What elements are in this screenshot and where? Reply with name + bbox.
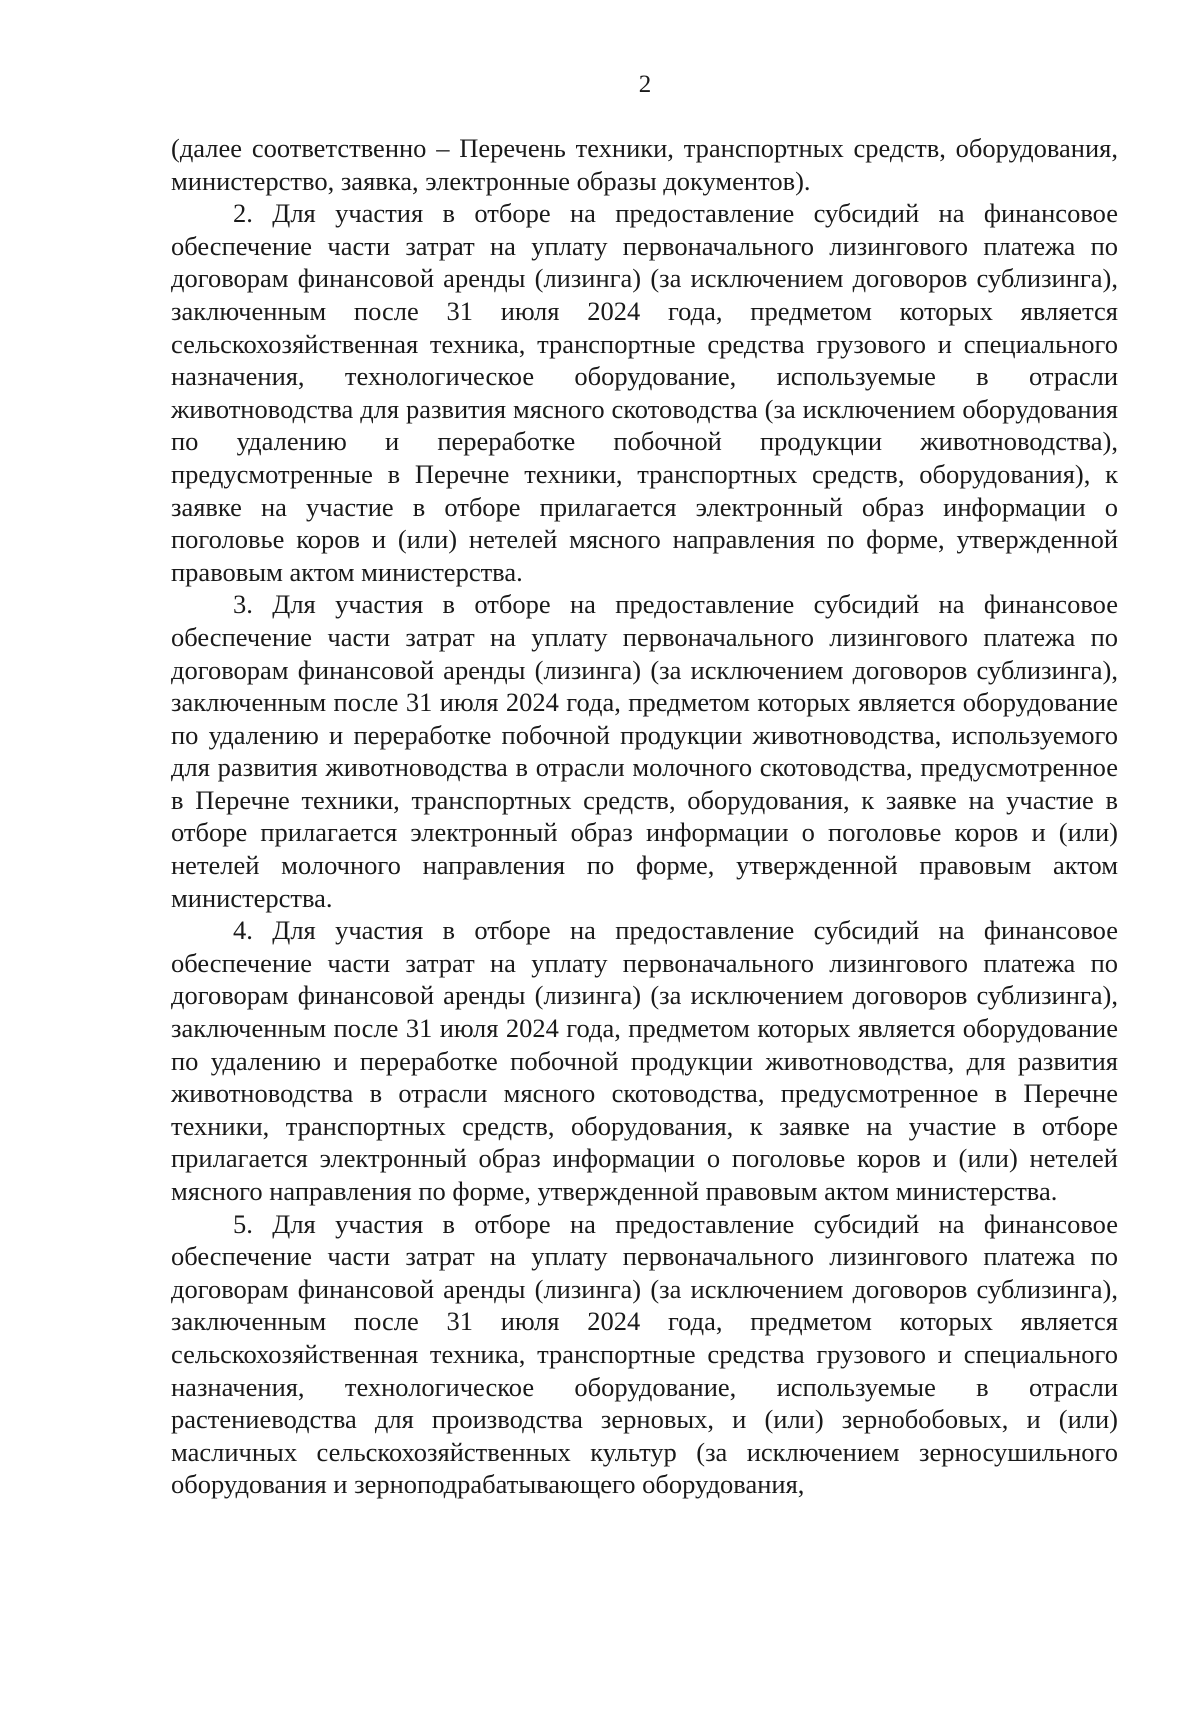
paragraph-item-3: 3. Для участия в отборе на предоставление субсидий на финансовое обеспечение части затрат на уплату первоначального лизингового платежа по договорам финансовой аренды (лизинга) (за исключением договоров сублизинга), заключенным после 31 июля 2024 года, предметом которых является оборудование по удалению и переработке побочной продукции животноводства, используемого для развития животноводства в отрасли молочного скотоводства, предусмотренное в Перечне техники, транспортных средств, оборудования, к заявке на участие в отборе прилагается электронный образ информации о поголовье коров и (или) нетелей молочного направления по форме, утвержденной правовым актом министерства. [171, 589, 1118, 913]
paragraph-item-5: 5. Для участия в отборе на предоставление субсидий на финансовое обеспечение части затрат на уплату первоначального лизингового платежа по договорам финансовой аренды (лизинга) (за исключением договоров сублизинга), заключенным после 31 июля 2024 года, предметом которых является сельскохозяйственная техника, транспортные средства грузового и специального назначения, технологическое оборудование, используемые в отрасли растениеводства для производства зерновых, и (или) зернобобовых, и (или) масличных сельскохозяйственных культур (за исключением зерносушильного оборудования и зерноподрабатывающего оборудования, [171, 1208, 1118, 1500]
paragraph-continuation: (далее соответственно – Перечень техники, транспортных средств, оборудования, министерство, заявка, электронные образы документов). [171, 133, 1118, 196]
document-body [171, 132, 1118, 1501]
paragraph-item-2: 2. Для участия в отборе на предоставление субсидий на финансовое обеспечение части затрат на уплату первоначального лизингового платежа по договорам финансовой аренды (лизинга) (за исключением договоров сублизинга), заключенным после 31 июля 2024 года, предметом которых является сельскохозяйственная техника, транспортные средства грузового и специального назначения, технологическое оборудование, используемые в отрасли животноводства для развития мясного скотоводства (за исключением оборудования по удалению и переработке побочной продукции животноводства), предусмотренные в Перечне техники, транспортных средств, оборудования), к заявке на участие в отборе прилагается электронный образ информации о поголовье коров и (или) нетелей мясного направления по форме, утвержденной правовым актом министерства. [171, 198, 1118, 587]
page-number: 2 [638, 71, 652, 98]
paragraph-item-4: 4. Для участия в отборе на предоставление субсидий на финансовое обеспечение части затрат на уплату первоначального лизингового платежа по договорам финансовой аренды (лизинга) (за исключением договоров сублизинга), заключенным после 31 июля 2024 года, предметом которых является оборудование по удалению и переработке побочной продукции животноводства, для развития животноводства в отрасли мясного скотоводства, предусмотренное в Перечне техники, транспортных средств, оборудования, к заявке на участие в отборе прилагается электронный образ информации о поголовье коров и (или) нетелей мясного направления по форме, утвержденной правовым актом министерства. [171, 915, 1118, 1206]
